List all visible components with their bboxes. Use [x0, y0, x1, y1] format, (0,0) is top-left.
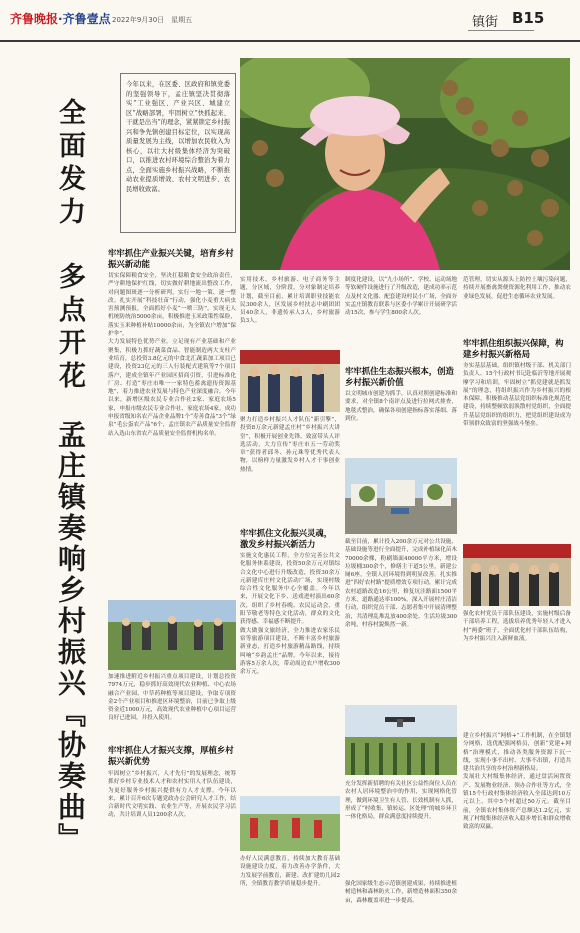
article-col2-text3 — [240, 552, 340, 740]
training-photo — [240, 350, 340, 412]
subhead-organization: 牢牢抓住组织振兴保障，构建乡村振兴新格局 — [463, 338, 564, 359]
field-visit-photo — [108, 600, 236, 670]
paragraph: 发展壮大村级集体经济，通过盘活闲置资产、发展物业经济、领办合作社等方式，全镇15个行政村集体经济收入全部达到10万元以上，其中5个村超过50万元。截至目前，全镇农村集体资产总额达1.2亿元，实现了村级集体经济收入稳步增长和群众增收致富的双赢。 — [463, 774, 571, 831]
article-col3-text: 制度化建设，以“九小场所”、学校、运动场地等软硬件设施进行了升级改造，建成功率示范点及村文化器、配套建设村民小广场，全面夯实孟庄镇教育联系与区委小学累计开展研学活动15次、参与学生800余人次。 — [345, 277, 457, 317]
village-photo — [345, 458, 457, 534]
subhead-talent: 牢牢抓住人才振兴支撑，厚植乡村振兴新优势 — [108, 745, 234, 766]
paragraph: 切实保障粮食安全，坚决扛稳粮食安全政治责任，严守耕地保护红线，切实做好耕地流出整改工作，对问题图斑逐一分析研判，实行一地一策、逐一整改。扎实开展“科技壮苗”行动，强化小麦重大病虫害预测预报，全面抓好小麦“一喷三防”。实现无人机统防统治5000余亩，积极推进玉米政策性保险，落实玉米种植补贴10000余亩，为全镇农户增加“保护伞”。 — [108, 273, 236, 338]
article-col2-text4: 办好人民满意教育，持续加大教育基础设施建设力度，着力改善办学条件，大力发展学前教育，新建、改扩建幼儿园2所，全镇教育教学质量稳步提升。 — [240, 856, 340, 887]
newspaper-logo: 齐鲁晚报·齐鲁壹点 — [10, 12, 111, 26]
section-underline — [468, 30, 534, 31]
article-col3-text2: 以文明城市创建为抓手，认真对照创建标准和要求，对全镇8个南评点及进行拉网式排查，地毯式整治，确保各项创建指标落实落细、落到位。 — [345, 391, 457, 422]
article-col3-text5: 强化国家级生态示范镇创建成果，持续推进植树造林和森林防火工作，新增造林面积350余亩，森林覆盖率进一步提高。 — [345, 881, 457, 904]
issue-date: 2022年9月30日 星期五 — [112, 16, 193, 24]
headline-line1: 全面发力 — [54, 98, 85, 230]
article-col3-text4: 充分发挥新招聘的有关社区公益性岗位人员在农村人居环境整治中的作用，实现网格化管理，做到环境卫生有人管、长效机制有人抓，形成了“村收集、镇转运、区处理”的城乡环卫一体化格局，群众满意度持续提升。 — [345, 781, 457, 821]
paragraph: 实施文化惠民工程，全方位完善公共文化服务体系建设，投资50余万元对镇综合文化中心进行升级改造，投资30余万元新建库庄村文化活动广场，实现村级综合性文化服务中心全覆盖。今年以来，开展文化下乡、送戏进村演出60余次，组织了乡村春晚、农民运动会、重阳节敬老等特色文化活动，群众的文化获得感、幸福感不断提升。 — [240, 553, 340, 626]
headline-line2: 多点开花 — [54, 262, 85, 394]
page-number: B15 — [512, 9, 545, 27]
paragraph: 做大做强文旅经济，全力推进农家乐民宿等旅游项目建设，不断丰富乡村旅游新业态，打造乡村旅游精品路线，持续叫响“乡韵孟庄”品牌。今年以来，接待游客5万余人次，带动周边农户增收300余万元。 — [240, 627, 340, 676]
intro-box: 今年以来，在区委、区政府和镇党委的坚强领导下，孟庄镇坚决贯彻落实“工业强区、产业兴区、城建立区”战略部署，牢固树立“快抓起来、干就是出当”的理念，紧紧锁定乡村振兴和争先镇创建目标定位，以实现高质量发展为主线，以增加农民收入为核心，以壮大村级集体经济为突破口，以推进农村环境综合整治为着力点，全面实施乡村振兴战略，不断推动农业提质增效、农村文明进步、农民增收致富。 — [120, 73, 236, 233]
article-col3-text3: 截至目前，累计投入200余万元对公共设施、基础设施等进行全面提升，完成补植绿化苗木70000余棵，粉刷墙面40000平方米，增设垃圾桶300余个，修缮主干道5公里，新建公厕6座，全镇人居环境得到明显改善。扎实推进“四好农村路”提质增效专项行动，累计完成农村道路改造16公里，修复坑洼路面1500平方米，道路通达率100%。深入开展村庄清洁行动，组织党员干部、志愿者集中开展清理整治，共清理乱堆乱放400余处、生活垃圾300余吨，村容村貌焕然一新。 — [345, 539, 457, 628]
article-col1-text3: 牢固树立“乡村振兴，人才先行”的发展理念，统筹抓好乡村专业技术人才和农村实用人才队伍建设，为更好服务乡村振兴提供有力人才支撑。今年以来，累计召开6次专题党政办公会研究人才工作，结合新时代文明实践、农业生产等，开展农民学习活动，共计培训人员1200余人次。 — [108, 771, 236, 819]
subhead-ecology: 牢牢抓住生态振兴根本，创造乡村振兴新价值 — [345, 366, 454, 387]
sports-photo — [240, 796, 340, 851]
article-col4-text3: 强化农村党员干部队伍建设，实施村级后备干部培养工程，选拔培养优秀年轻人才进入村“两委”班子，全面优化村干部队伍结构，为乡村振兴注入新鲜血液。 — [463, 611, 571, 642]
subhead-culture: 牢牢抓住文化振兴灵魂，激发乡村振兴新活力 — [240, 528, 333, 549]
article-col2-text2: 聚力打造乡村振兴人才队伍“新引擎”，投资8万余元新建孟庄村“乡村振兴大讲堂”，积极开展创业先锋、致富带头人评选活动，大力宣传“枣庄市五一劳动奖章”获得者邱冬、孙元珠等优秀代表人物，以榜样力量激发乡村人才干事创业热情。 — [240, 417, 340, 473]
article-col4-text2: 夯实基层基础，组织镇村级干部、机关部门负责人、15个行政村书记赴临沂等地开展观摩学习和培训，牢固树立“抓党建就是抓发展”的理念，将组织振兴作为乡村振兴的根本保障，积极推动基层党组织标准化规范化建设，持续整顿软弱涣散村党组织，全面提升基层党组织的组织力，把党组织建设成为带领群众致富的坚强战斗堡垒。 — [463, 363, 571, 428]
drone-field-photo — [345, 705, 457, 775]
subhead-industry: 牢牢抓住产业振兴关键，培育乡村振兴新动能 — [108, 248, 234, 269]
article-col2-text: 实用技术，乡村旅游、电子商务等主题，分区域，分阶段，分对象制定培养计划，截至目前，累计培训职业技能农民300余人，区发展乡村扶志中刷团团员40余人，非遗传承人3人，乡村旅游负3人。 — [240, 277, 340, 325]
article-col1-text2: 加速推进附近乡村振兴重点项目建设，计划总投资7974万元，稳步抓好高效现代农业种植、中心农场融合产业园、中草药种植等项目建设，争取专项资金2个产业项目和推进区环境整治，目前已争取上级资金近1000万元，高效现代农业种植中心项目运营良好已进园，并投入使用。 — [108, 674, 236, 722]
article-col1-text — [108, 272, 236, 596]
section-name: 镇街 — [472, 15, 499, 30]
article-col4-text4 — [463, 732, 571, 922]
article-col4-text: 范管理，切实从源头上防控土壤污染问题，持续开展畜禽粪便资源化利用工作，推动农业绿色发展，促进生态循环农业发展。 — [463, 277, 571, 300]
headline-line3: 孟庄镇奏响乡村振兴『协奏曲』 — [54, 420, 87, 854]
paragraph: 大力发展特色优势产业。立足现有产业基础和产业聚集，积极力抓好蔬菜食品、智能制造两大支柱产业培育，总投资3.8亿元的中食北汇蔬菜加工项目已建设，投资23亿元的三人行装配式建筑等7个项目落户，建成全镇年产业园区招商引资，引进标准化厂房、打造“枣庄市唯一一家特色蓄禽遗传资源基地”，着力推进农业发展与特色产业深度融合。今年以来，新增区级农民专业合作社2家、家庭农场5家，申报市级农民专业合作社、家庭农场4家，成功申报省级知名农产品企业品牌1个“寿善食品”3个“绿泉”毛公蛋农产品”6个，孟庄镇农产品质量安全监督站入选山东省农产品质量安全监督机构名单。 — [108, 339, 236, 437]
meeting-photo — [463, 544, 571, 606]
paragraph: 建立乡村振兴“网格+”工作机制，在全镇划分网格，选优配强网格员，创新“党建+网格”治理模式，推动各类服务资源下沉一线，实现小事不出村、大事不出镇，打造共建共治共享的乡村治理新格局。 — [463, 733, 571, 773]
farmer-kiwi-photo — [240, 58, 570, 270]
